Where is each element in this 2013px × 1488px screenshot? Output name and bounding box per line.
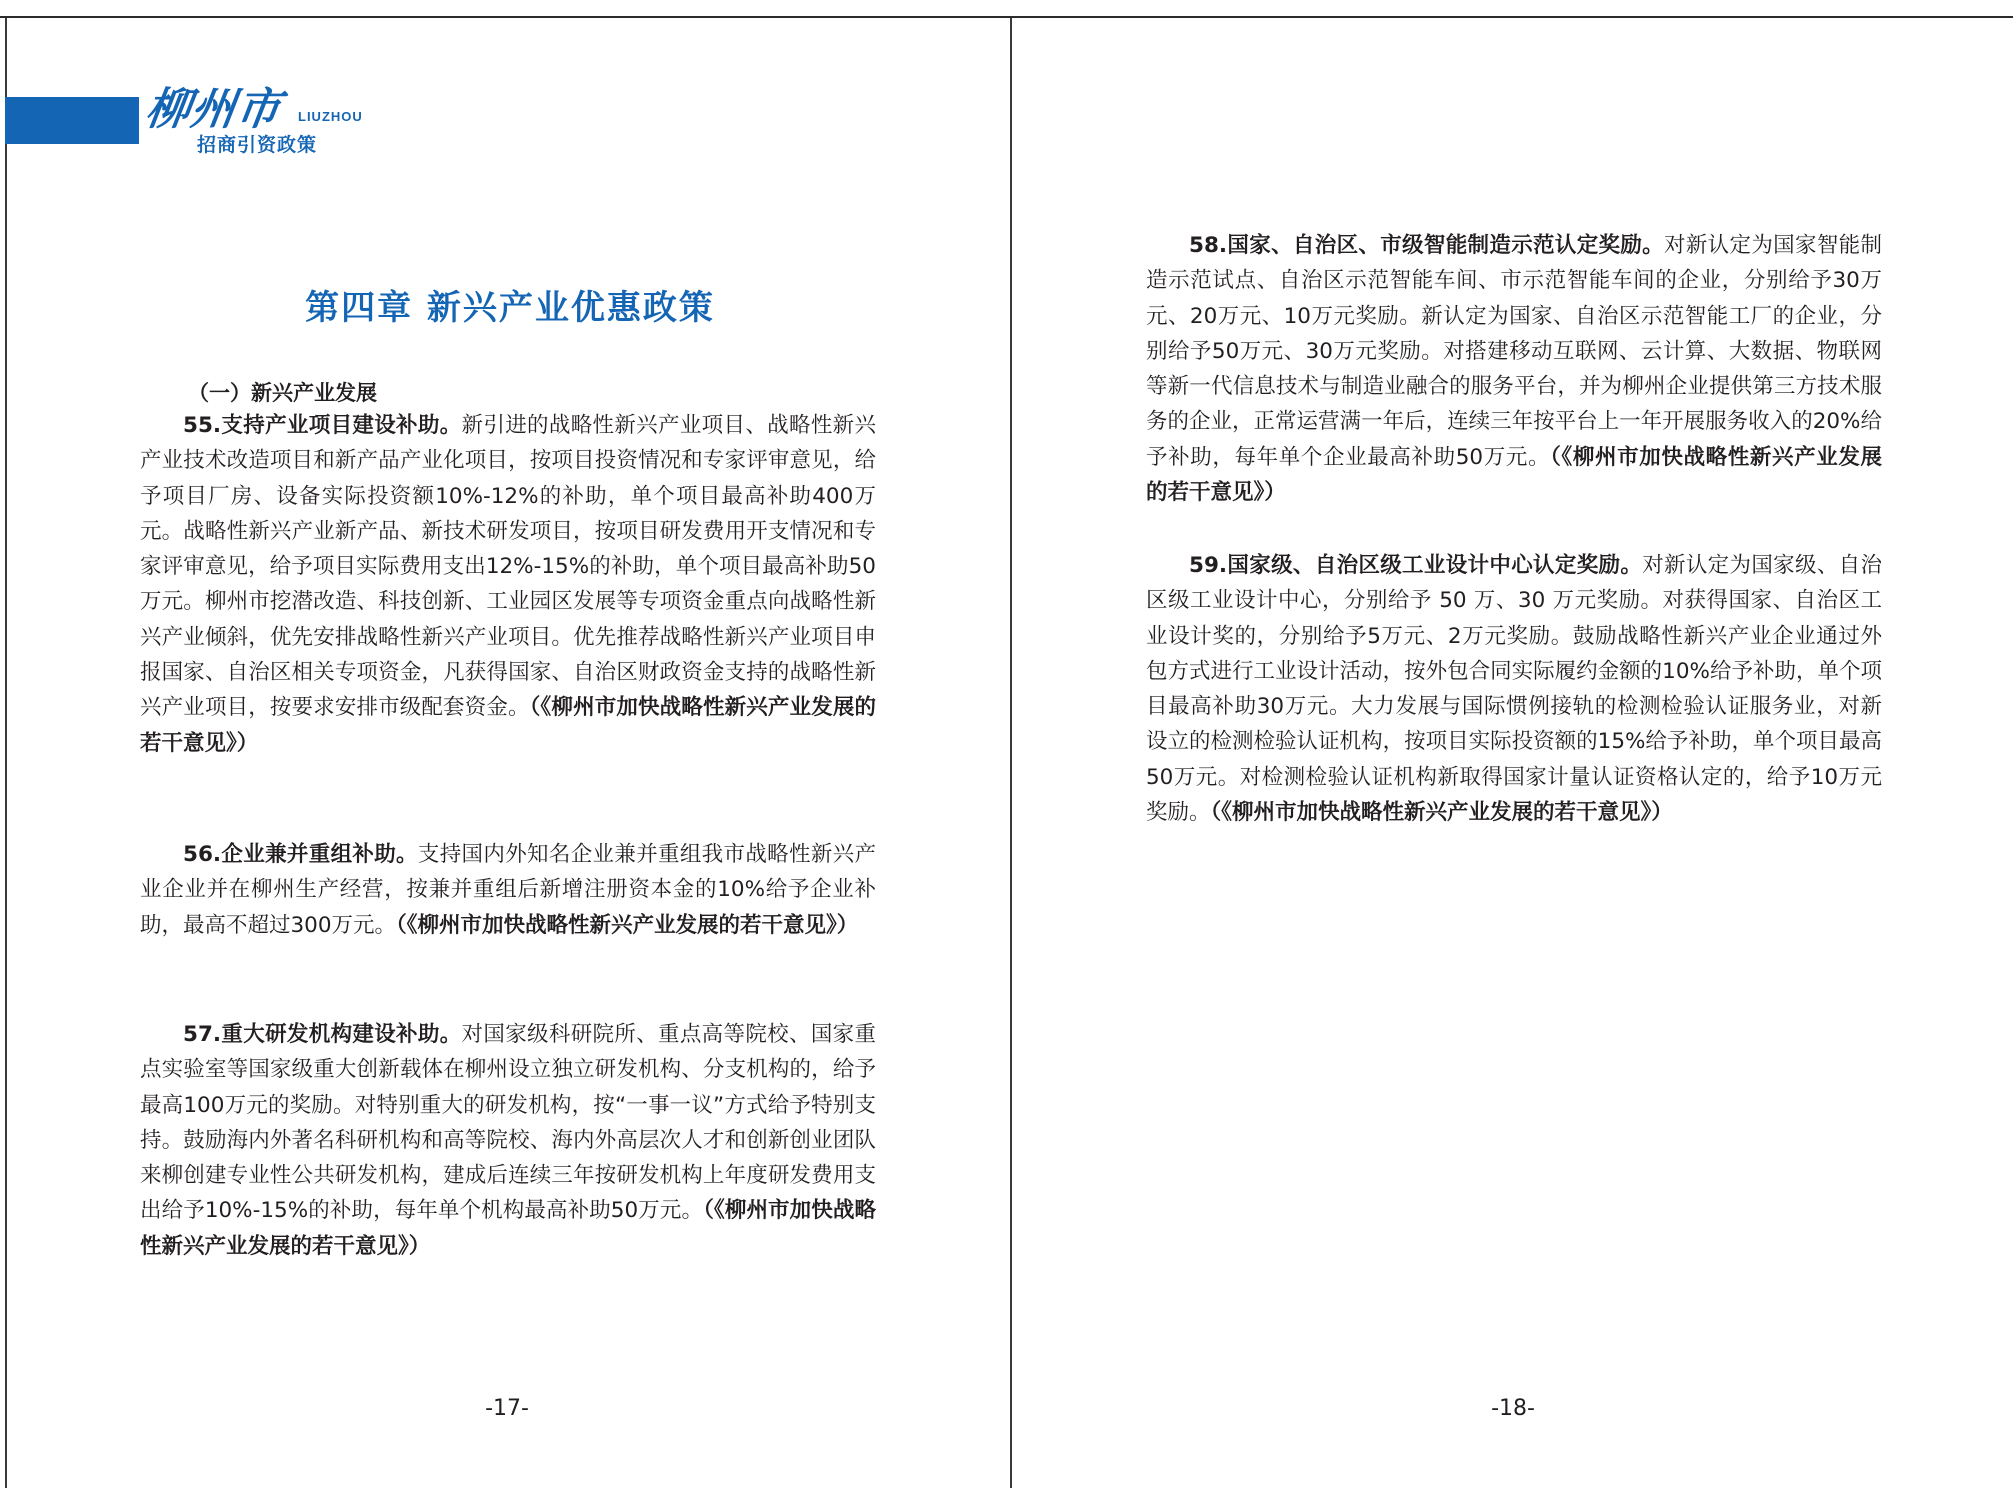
policy-item-heading: 59.国家级、自治区级工业设计中心认定奖励。: [1189, 553, 1643, 578]
page-number-right: -18-: [1491, 1396, 1535, 1421]
policy-item-body: 新引进的战略性新兴产业项目、战略性新兴产业技术改造项目和新产品产业化项目，按项目投资情况和专家评审意见，给予项目厂房、设备实际投资额10%-12%的补助，单个项目最高补助400万元。战略性新兴产业新产品、新技术研发项目，按项目研发费用开支情况和专家评审意见，给予项目实际费用支出12%-15%的补助，单个项目最高补助50万元。柳州市挖潜改造、科技创新、工业园区发展等专项资金重点向战略性新兴产业倾斜，优先安排战略性新兴产业项目。优先推荐战略性新兴产业项目申报国家、自治区相关专项资金，凡获得国家、自治区财政资金支持的战略性新兴产业项目，按要求安排市级配套资金。: [140, 413, 876, 721]
page-number-left: -17-: [485, 1396, 529, 1421]
policy-item-heading: 55.支持产业项目建设补助。: [183, 413, 462, 438]
policy-item-reference: （《柳州市加快战略性新兴产业发展的若干意见》）: [140, 695, 876, 756]
policy-item-heading: 58.国家、自治区、市级智能制造示范认定奖励。: [1189, 233, 1665, 258]
policy-item-body: 对新认定为国家智能制造示范试点、自治区示范智能车间、市示范智能车间的企业，分别给予30万元、20万元、10万元奖励。新认定为国家、自治区示范智能工厂的企业，分别给予50万元、30万元奖励。对搭建移动互联网、云计算、大数据、物联网等新一代信息技术与制造业融合的服务平台，并为柳州企业提供第三方技术服务的企业，正常运营满一年后，连续三年按平台上一年开展服务收入的20%给予补助，每年单个企业最高补助50万元。: [1146, 233, 1882, 470]
policy-item-heading: 56.企业兼并重组补助。: [183, 842, 418, 867]
policy-item-58: [1146, 228, 1882, 510]
policy-item-reference: （《柳州市加快战略性新兴产业发展的若干意见》）: [396, 912, 859, 938]
policy-item-body: 对国家级科研院所、重点高等院校、国家重点实验室等国家级重大创新载体在柳州设立独立研发机构、分支机构的，给予最高100万元的奖励。对特别重大的研发机构，按“一事一议”方式给予特别支持。鼓励海内外著名科研机构和高等院校、海内外高层次人才和创新创业团队来柳创建专业性公共研发机构，建成后连续三年按研发机构上年度研发费用支出给予10%-15%的补助，每年单个机构最高补助50万元。: [140, 1022, 876, 1224]
chapter-title: 第四章 新兴产业优惠政策: [305, 288, 715, 328]
policy-item-57: [140, 1017, 876, 1264]
policy-item-reference: （《柳州市加快战略性新兴产业发展的若干意见》）: [1146, 444, 1882, 506]
book-spine: [1010, 18, 1012, 1488]
policy-item-heading: 57.重大研发机构建设补助。: [183, 1022, 462, 1047]
policy-item-reference: （《柳州市加快战略性新兴产业发展的若干意见》）: [140, 1198, 876, 1259]
policy-item-body: 支持国内外知名企业兼并重组我市战略性新兴产业企业并在柳州生产经营，按兼并重组后新增注册资本金的10%给予企业补助，最高不超过300万元。: [140, 842, 876, 938]
top-border-line: [0, 16, 2013, 18]
policy-item-55: [140, 408, 876, 761]
header-accent-bar: [5, 97, 139, 144]
section-title: （一）新兴产业发展: [188, 381, 377, 405]
left-page-edge: [5, 18, 7, 1488]
policy-item-59: [1146, 548, 1882, 830]
logo-subtitle: 招商引资政策: [197, 134, 318, 156]
logo-liuzhou-script: 柳州市: [142, 84, 285, 135]
logo-liuzhou-latin: LIUZHOU: [298, 109, 363, 124]
policy-item-reference: （《柳州市加快战略性新兴产业发展的若干意见》）: [1210, 800, 1673, 826]
policy-item-56: [140, 837, 876, 943]
policy-item-body: 对新认定为国家级、自治区级工业设计中心，分别给予 50 万、30 万元奖励。对获得国家、自治区工业设计奖的，分别给予5万元、2万元奖励。鼓励战略性新兴产业企业通过外包方式进行工业设计活动，按外包合同实际履约金额的10%给予补助，单个项目最高补助30万元。大力发展与国际惯例接轨的检测检验认证服务业，对新设立的检测检验认证机构，按项目实际投资额的15%给予补助，单个项目最高50万元。对检测检验认证机构新取得国家计量认证资格认定的，给予10万元奖励。: [1146, 553, 1882, 826]
